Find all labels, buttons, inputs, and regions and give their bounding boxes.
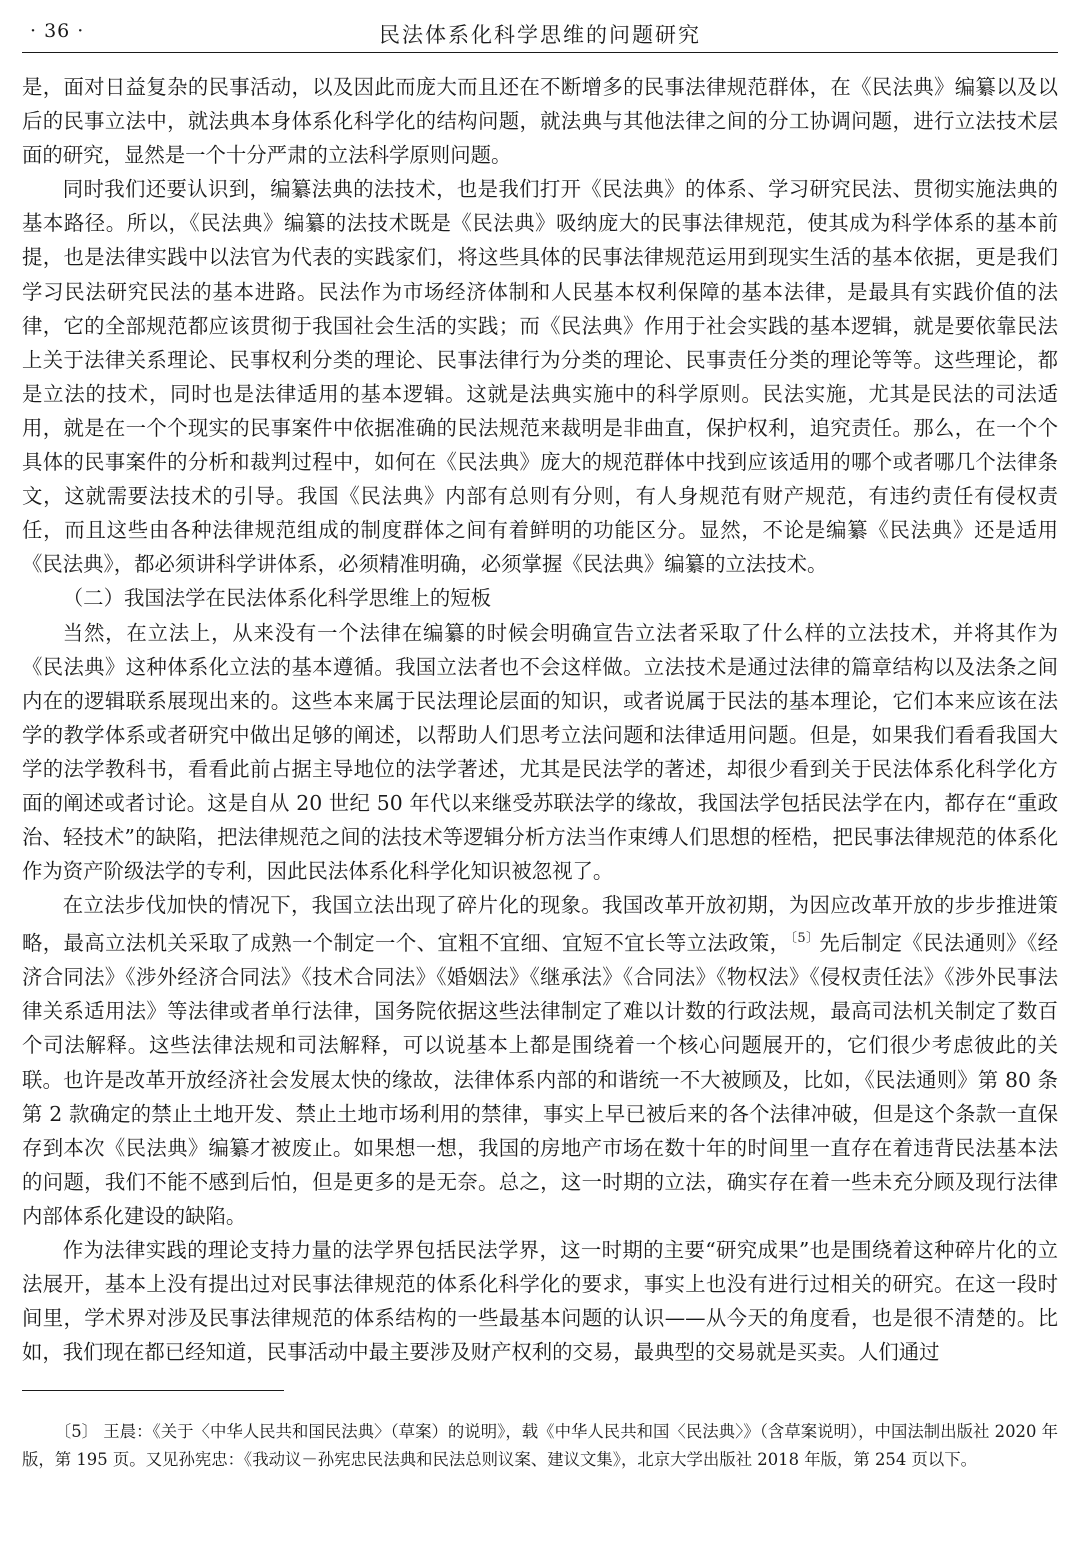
footnotes bbox=[22, 1418, 1058, 1474]
page-header bbox=[22, 14, 1058, 53]
footnote-divider bbox=[22, 1390, 284, 1391]
paragraph-3: 当然，在立法上，从来没有一个法律在编纂的时候会明确宣告立法者采取了什么样的立法技术，并将其作为《民法典》这种体系化立法的基本遵循。我国立法者也不会这样做。立法技术是通过法律的篇章结构以及法条之间内在的逻辑联系展现出来的。这些本来属于民法理论层面的知识，或者说属于民法的基本理论，它们本来应该在法学的教学体系或者研究中做出足够的阐述，以帮助人们思考立法问题和法律适用问题。但是，如果我们看看我国大学的法学教科书，看看此前占据主导地位的法学著述，尤其是民法学的著述，却很少看到关于民法体系化科学化方面的阐述或者讨论。这是自从 20 世纪 50 年代以来继受苏联法学的缘故，我国法学包括民法学在内，都存在“重政治、轻技术”的缺陷，把法律规范之间的法技术等逻辑分析方法当作束缚人们思想的桎梏，把民事法律规范的体系化作为资产阶级法学的专利，因此民法体系化科学化知识被忽视了。 bbox=[22, 620, 1058, 884]
paragraph-1: 是，面对日益复杂的民事活动，以及因此而庞大而且还在不断增多的民事法律规范群体，在《民法典》编纂以及以后的民事立法中，就法典本身体系化科学化的结构问题，就法典与其他法律之间的分工协调问题，进行立法技术层面的研究，显然是一个十分严肃的立法科学原则问题。 bbox=[22, 75, 1058, 168]
paragraph-4 bbox=[22, 888, 1058, 1233]
footnote-ref-5[interactable]: 〔5〕 bbox=[790, 931, 820, 947]
section-heading: （二）我国法学在民法体系化科学思维上的短板 bbox=[62, 586, 491, 611]
running-title: 民法体系化科学思维的问题研究 bbox=[379, 23, 701, 47]
page-number: · 36 · bbox=[30, 20, 85, 42]
article-body bbox=[22, 70, 1058, 1369]
paragraph-5: 作为法律实践的理论支持力量的法学界包括民法学界，这一时期的主要“研究成果”也是围绕着这种碎片化的立法展开，基本上没有提出过对民事法律规范的体系化科学化的要求，事实上也没有进行过相关的研究。在这一段时间里，学术界对涉及民事法律规范的体系结构的一些最基本问题的认识——从今天的角度看，也是很不清楚的。比如，我们现在都已经知道，民事活动中最主要涉及财产权利的交易，最典型的交易就是买卖。人们通过 bbox=[22, 1237, 1058, 1365]
paragraph-4-part-1: 在立法步伐加快的情况下，我国立法出现了碎片化的现象。我国改革开放初期，为因应改革开放的步步推进策略，最高立法机关采取了成熟一个制定一个、宜粗不宜细、宜短不宜长等立法政策， bbox=[22, 893, 1058, 956]
paragraph-2: 同时我们还要认识到，编纂法典的法技术，也是我们打开《民法典》的体系、学习研究民法、贯彻实施法典的基本路径。所以，《民法典》编纂的法技术既是《民法典》吸纳庞大的民事法律规范，使其成为科学体系的基本前提，也是法律实践中以法官为代表的实践家们，将这些具体的民事法律规范运用到现实生活的基本依据，更是我们学习民法研究民法的基本进路。民法作为市场经济体制和人民基本权利保障的基本法律，是最具有实践价值的法律，它的全部规范都应该贯彻于我国社会生活的实践；而《民法典》作用于社会实践的基本逻辑，就是要依靠民法上关于法律关系理论、民事权利分类的理论、民事法律行为分类的理论、民事责任分类的理论等等。这些理论，都是立法的技术，同时也是法律适用的基本逻辑。这就是法典实施中的科学原则。民法实施，尤其是民法的司法适用，就是在一个个现实的民事案件中依据准确的民法规范来裁明是非曲直，保护权利，追究责任。那么，在一个个具体的民事案件的分析和裁判过程中，如何在《民法典》庞大的规范群体中找到应该适用的哪个或者哪几个法律条文，这就需要法技术的引导。我国《民法典》内部有总则有分则，有人身规范有财产规范，有违约责任有侵权责任，而且这些由各种法律规范组成的制度群体之间有着鲜明的功能区分。显然，不论是编纂《民法典》还是适用《民法典》，都必须讲科学讲体系，必须精准明确，必须掌握《民法典》编纂的立法技术。 bbox=[22, 177, 1058, 577]
paragraph-4-part-2: 先后制定《民法通则》《经济合同法》《涉外经济合同法》《技术合同法》《婚姻法》《继承法》《合同法》《物权法》《侵权责任法》《涉外民事法律关系适用法》等法律或者单行法律，国务院依据这些法律制定了难以计数的行政法规，最高司法机关制定了数百个司法解释。这些法律法规和司法解释，可以说基本上都是围绕着一个核心问题展开的，它们很少考虑彼此的关联。也许是改革开放经济社会发展太快的缘故，法律体系内部的和谐统一不大被顾及，比如，《民法通则》第 80 条第 2 款确定的禁止土地开发、禁止土地市场利用的禁律，事实上早已被后来的各个法律冲破，但是这个条款一直保存到本次《民法典》编纂才被废止。如果想一想，我国的房地产市场在数十年的时间里一直存在着违背民法基本法的问题，我们不能不感到后怕，但是更多的是无奈。总之，这一时期的立法，确实存在着一些未充分顾及现行法律内部体系化建设的缺陷。 bbox=[22, 931, 1058, 1228]
footnote-5: 〔5〕 王晨：《关于〈中华人民共和国民法典〉（草案）的说明》，载《中华人民共和国〈民法典〉》（含草案说明），中国法制出版社 2020 年版，第 195 页。又见孙宪忠：《我动议－孙宪忠民法典和民法总则议案、建议文集》，北京大学出版社 2018 年版，第 254 页以下。 bbox=[22, 1422, 1058, 1469]
